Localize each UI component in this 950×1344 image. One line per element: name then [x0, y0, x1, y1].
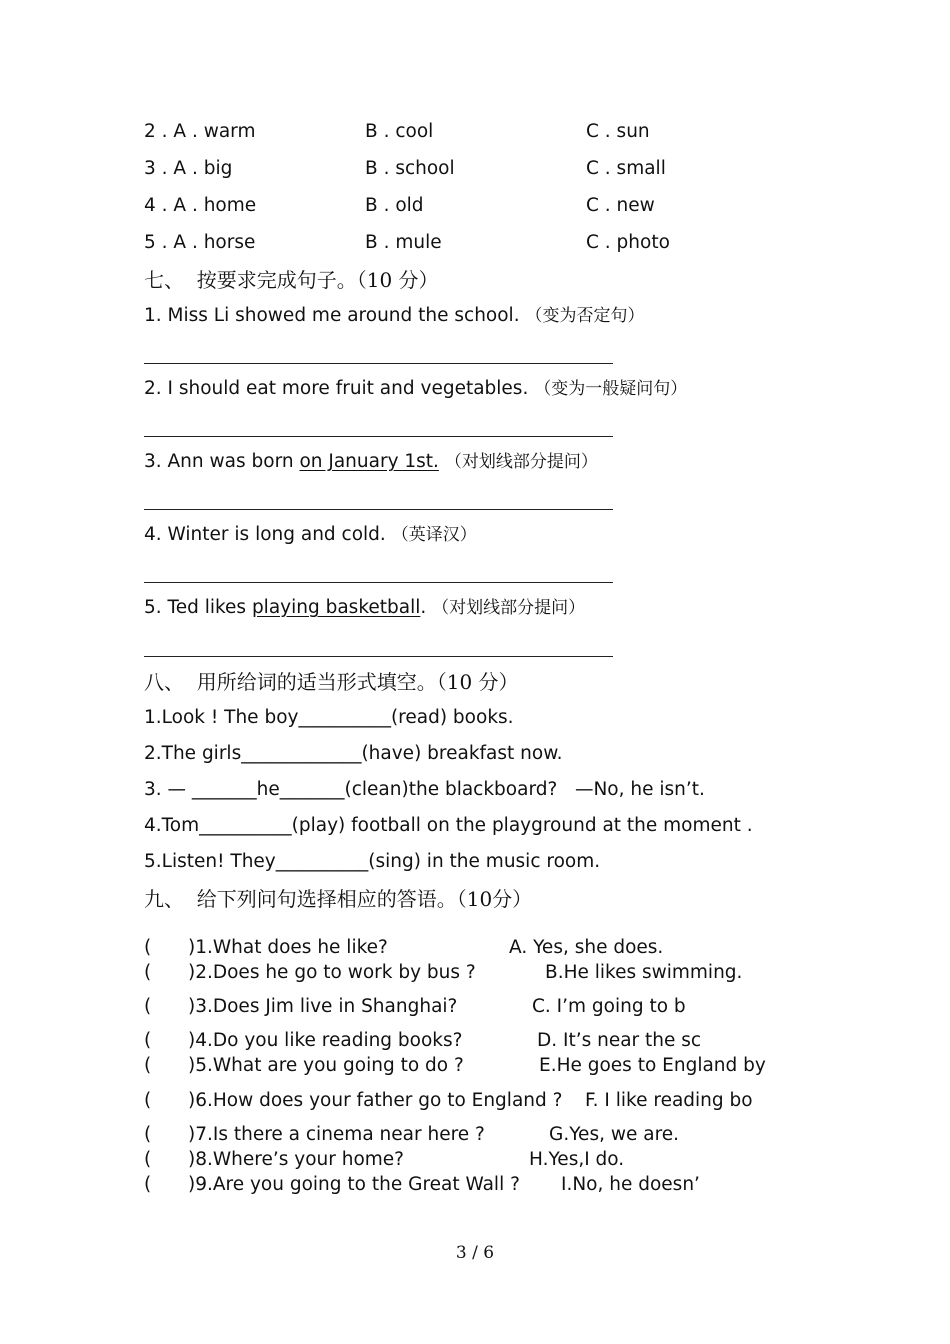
- s9-answer-d: D. It’s near the sc: [537, 1030, 702, 1051]
- s9-q4-paren[interactable]: (: [144, 1030, 152, 1051]
- s9-q1-paren[interactable]: (: [144, 937, 152, 958]
- s7-q2-text: 2. I should eat more fruit and vegetables.: [144, 378, 529, 399]
- s7-q2-answer-line[interactable]: [144, 436, 613, 437]
- s8-item-2: 2.The girls_____________(have) breakfast now.: [144, 743, 563, 764]
- s9-answer-f: F. I like reading bo: [585, 1090, 753, 1111]
- s7-q4-answer-line[interactable]: [144, 582, 613, 583]
- s7-question-4: [144, 523, 477, 547]
- s8-item-3: 3. — _______he_______(clean)the blackboard? —No, he isn’t.: [144, 779, 705, 800]
- s9-q2-question: )2.Does he go to work by bus ?: [188, 962, 476, 983]
- s7-question-1: [144, 304, 644, 328]
- s8-item-5: 5.Listen! They__________(sing) in the music room.: [144, 851, 601, 872]
- s7-q3-answer-line[interactable]: [144, 509, 613, 510]
- s7-q3-instruction: （对划线部分提问）: [444, 452, 598, 472]
- vocab-row-4-option-c: C . new: [586, 195, 655, 216]
- section-7-title: 七、 按要求完成句子。（10 分）: [144, 268, 439, 292]
- s9-q1-question: )1.What does he like?: [188, 937, 388, 958]
- vocab-row-2-option-c: C . sun: [586, 121, 650, 142]
- s9-answer-b: B.He likes swimming.: [545, 962, 743, 983]
- vocab-row-2-option-a: 2 . A . warm: [144, 121, 256, 142]
- s9-q7-paren[interactable]: (: [144, 1124, 152, 1145]
- s8-item-1: 1.Look ! The boy__________(read) books.: [144, 707, 514, 728]
- vocab-row-5-option-c: C . photo: [586, 232, 670, 253]
- s7-q3-text: 3. Ann was born: [144, 451, 300, 472]
- s9-answer-g: G.Yes, we are.: [549, 1124, 680, 1145]
- s7-q5-period: .: [420, 597, 427, 618]
- s9-answer-a: A. Yes, she does.: [509, 937, 664, 958]
- s7-q2-instruction: （变为一般疑问句）: [534, 379, 688, 399]
- s8-item-4: 4.Tom__________(play) football on the playground at the moment .: [144, 815, 753, 836]
- s9-q7-question: )7.Is there a cinema near here ?: [188, 1124, 485, 1145]
- s7-q4-text: 4. Winter is long and cold.: [144, 524, 386, 545]
- vocab-row-3-option-c: C . small: [586, 158, 666, 179]
- s9-q8-paren[interactable]: (: [144, 1149, 152, 1170]
- vocab-row-4-option-a: 4 . A . home: [144, 195, 257, 216]
- s7-q3-underlined: on January 1st.: [299, 451, 439, 472]
- s7-question-3: [144, 450, 598, 474]
- vocab-row-5-option-a: 5 . A . horse: [144, 232, 256, 253]
- s7-q1-text: 1. Miss Li showed me around the school.: [144, 305, 520, 326]
- page-number: 3 / 6: [455, 1243, 495, 1263]
- s9-answer-i: I.No, he doesn’: [561, 1174, 700, 1195]
- vocab-row-3-option-b: B . school: [365, 158, 455, 179]
- s7-q5-underlined: playing basketball: [251, 597, 421, 618]
- s7-question-5: [144, 596, 585, 620]
- s9-answer-c: C. I’m going to b: [532, 996, 686, 1017]
- s9-q9-paren[interactable]: (: [144, 1174, 152, 1195]
- s7-q5-answer-line[interactable]: [144, 656, 613, 657]
- s7-q1-answer-line[interactable]: [144, 363, 613, 364]
- s7-q1-instruction: （变为否定句）: [525, 306, 645, 326]
- vocab-row-3-option-a: 3 . A . big: [144, 158, 233, 179]
- s9-q3-question: )3.Does Jim live in Shanghai?: [188, 996, 458, 1017]
- s9-q8-question: )8.Where’s your home?: [188, 1149, 404, 1170]
- s9-answer-h: H.Yes,I do.: [529, 1149, 625, 1170]
- s9-q6-paren[interactable]: (: [144, 1090, 152, 1111]
- vocab-row-2-option-b: B . cool: [365, 121, 434, 142]
- section-9-title: 九、 给下列问句选择相应的答语。（10分）: [144, 887, 533, 911]
- s9-q9-question: )9.Are you going to the Great Wall ?: [188, 1174, 520, 1195]
- s9-q5-question: )5.What are you going to do ?: [188, 1055, 464, 1076]
- s9-q4-question: )4.Do you like reading books?: [188, 1030, 463, 1051]
- s7-q5-text: 5. Ted likes: [144, 597, 252, 618]
- s9-q5-paren[interactable]: (: [144, 1055, 152, 1076]
- section-8-title: 八、 用所给词的适当形式填空。（10 分）: [144, 670, 519, 694]
- vocab-row-4-option-b: B . old: [365, 195, 424, 216]
- s9-answer-e: E.He goes to England by: [539, 1055, 766, 1076]
- vocab-row-5-option-b: B . mule: [365, 232, 442, 253]
- s7-q5-instruction: （对划线部分提问）: [432, 598, 586, 618]
- s7-question-2: [144, 377, 687, 401]
- s9-q3-paren[interactable]: (: [144, 996, 152, 1017]
- s9-q2-paren[interactable]: (: [144, 962, 152, 983]
- s7-q4-instruction: （英译汉）: [391, 525, 477, 545]
- s9-q6-question: )6.How does your father go to England ?: [188, 1090, 563, 1111]
